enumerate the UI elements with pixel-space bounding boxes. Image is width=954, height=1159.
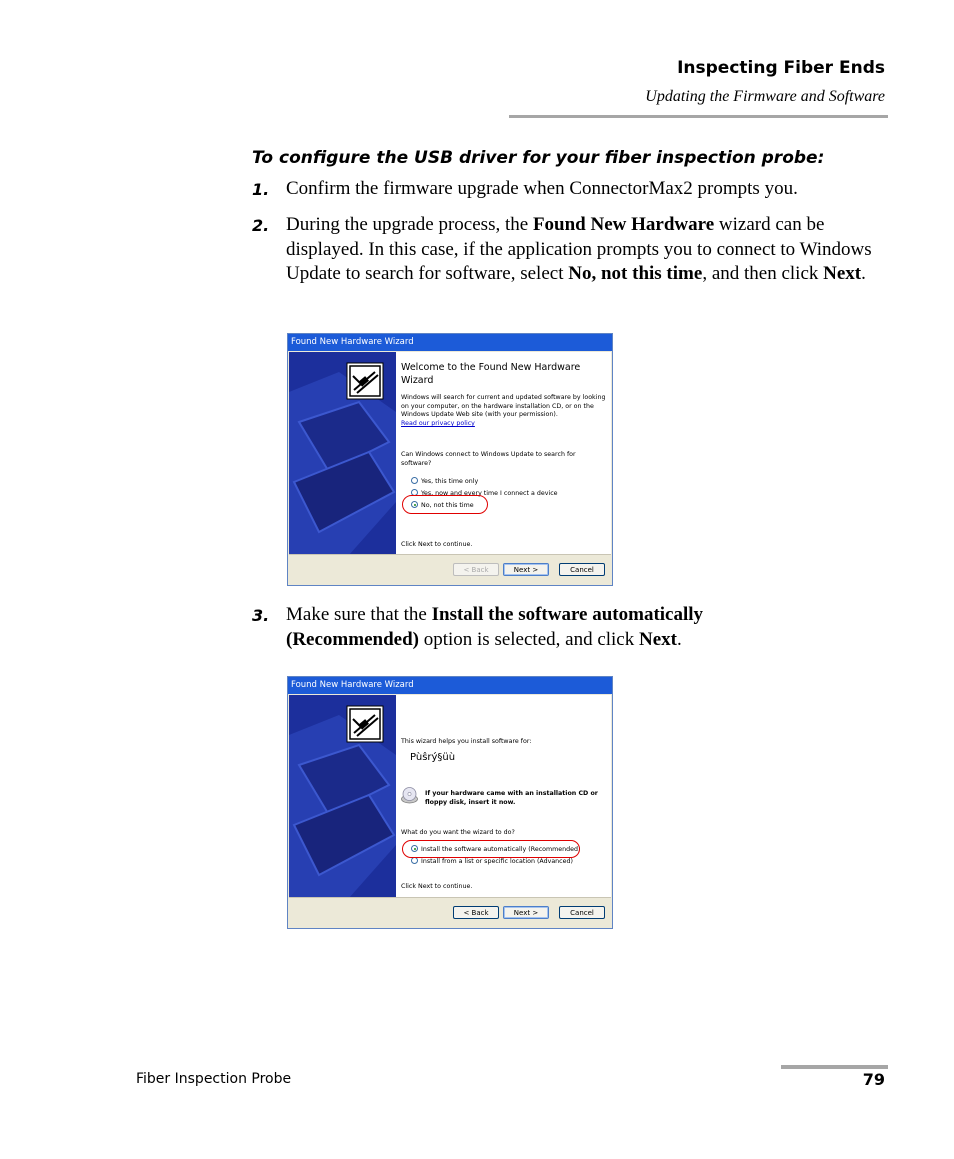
wizard-screenshot-1: [287, 333, 613, 586]
procedure-title: To configure the USB driver for your fiber inspection probe:: [252, 148, 825, 168]
footer-rule: [781, 1065, 888, 1069]
highlight-circle: [402, 495, 488, 514]
step-number-2: 2.: [252, 216, 270, 235]
wizard-continue-text: Click Next to continue.: [401, 541, 473, 548]
radio-install-automatically[interactable]: Install the software automatically (Recommended): [411, 845, 580, 854]
cancel-button[interactable]: Cancel: [559, 563, 605, 576]
footer-document-title: Fiber Inspection Probe: [136, 1071, 292, 1087]
wizard-intro-text: Windows will search for current and updated software by looking on your computer, on the hardware installation CD, or on the Windows Update Web site (with your permission).: [401, 394, 606, 418]
radio-no-not-this-time[interactable]: No, not this time: [411, 501, 474, 510]
step-text-2: During the upgrade process, the Found New Hardware wizard can be displayed. In this case, if the application prompts you to connect to Windows Update to search for software, select No, not this time, and then click Next.: [286, 214, 872, 284]
highlight-circle: [402, 840, 580, 858]
running-header-subtitle: Updating the Firmware and Software: [645, 88, 885, 105]
header-rule: [509, 115, 888, 118]
wizard-continue-text: Click Next to continue.: [401, 883, 473, 890]
step-text-3: Make sure that the Install the software automatically (Recommended) option is selected, and click Next.: [286, 604, 704, 650]
wizard-title-bar: Found New Hardware Wizard: [288, 334, 612, 351]
step-number-3: 3.: [252, 606, 270, 625]
back-button[interactable]: < Back: [453, 906, 499, 919]
step-text-1: Confirm the firmware upgrade when ConnectorMax2 prompts you.: [286, 178, 798, 199]
hardware-graphic-icon: [289, 695, 396, 898]
wizard-question: Can Windows connect to Windows Update to search for software?: [401, 451, 576, 467]
wizard-content-area: [396, 352, 611, 555]
wizard-question: What do you want the wizard to do?: [401, 829, 515, 836]
wizard-side-panel: [289, 695, 396, 898]
running-header-title: Inspecting Fiber Ends: [677, 58, 885, 78]
page-number: 79: [862, 1070, 885, 1089]
wizard-intro-text: This wizard helps you install software for:: [401, 738, 532, 745]
wizard-button-bar: [289, 897, 611, 928]
device-name: Pùŝrý§üù: [410, 752, 456, 763]
wizard-content-area: [396, 695, 611, 898]
radio-install-from-list[interactable]: Install from a list or specific location (Advanced): [411, 857, 573, 866]
wizard-button-bar: [289, 554, 611, 585]
privacy-policy-link[interactable]: Read our privacy policy: [401, 420, 475, 427]
step-number-1: 1.: [252, 180, 270, 199]
radio-yes-every-time[interactable]: Yes, now and every time I connect a device: [411, 489, 558, 498]
radio-yes-this-time[interactable]: Yes, this time only: [411, 477, 478, 486]
cancel-button[interactable]: Cancel: [559, 906, 605, 919]
wizard-side-panel: [289, 352, 396, 555]
radio-button-icon: [411, 857, 418, 864]
hardware-graphic-icon: [289, 352, 396, 555]
wizard-title-bar: Found New Hardware Wizard: [288, 677, 612, 694]
next-button[interactable]: Next >: [503, 563, 549, 576]
wizard-heading: Welcome to the Found New Hardware Wizard: [401, 362, 581, 386]
back-button[interactable]: < Back: [453, 563, 499, 576]
cd-disc-icon: [401, 787, 418, 804]
radio-button-icon: [411, 477, 418, 484]
next-button[interactable]: Next >: [503, 906, 549, 919]
wizard-screenshot-2: [287, 676, 613, 929]
cd-insert-note: If your hardware came with an installation CD or floppy disk, insert it now.: [425, 790, 598, 806]
